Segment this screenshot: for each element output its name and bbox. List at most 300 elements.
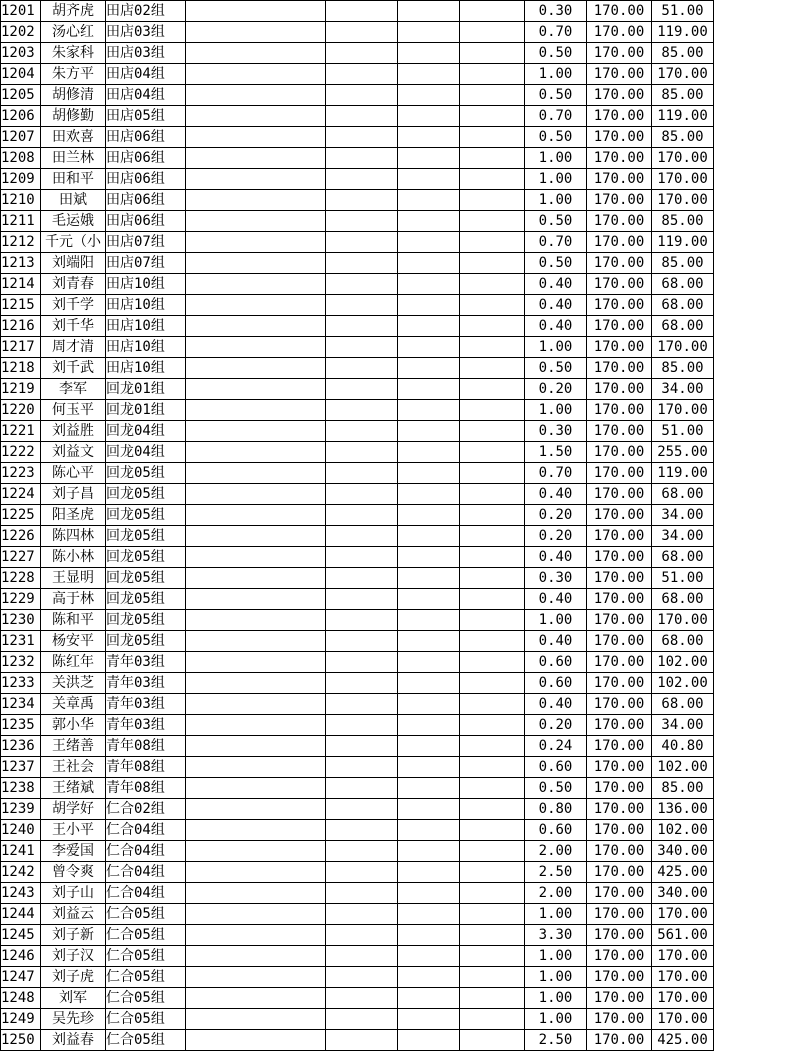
price-cell[interactable]: 170.00 [587,883,652,904]
name-cell[interactable]: 刘子昌 [41,484,106,505]
blank-cell[interactable] [326,22,398,43]
row-number-cell[interactable]: 1203 [1,43,41,64]
area-cell[interactable]: 1.00 [525,610,587,631]
blank-cell[interactable] [398,610,460,631]
name-cell[interactable]: 阳圣虎 [41,505,106,526]
area-cell[interactable]: 0.60 [525,673,587,694]
area-cell[interactable]: 2.50 [525,862,587,883]
amount-cell[interactable]: 170.00 [652,64,714,85]
blank-cell[interactable] [398,316,460,337]
area-cell[interactable]: 0.50 [525,778,587,799]
price-cell[interactable]: 170.00 [587,22,652,43]
blank-cell[interactable] [326,568,398,589]
amount-cell[interactable]: 425.00 [652,1030,714,1051]
blank-cell[interactable] [326,589,398,610]
price-cell[interactable]: 170.00 [587,463,652,484]
blank-cell[interactable] [398,442,460,463]
blank-cell[interactable] [326,778,398,799]
blank-cell[interactable] [460,652,525,673]
group-cell[interactable]: 回龙01组 [106,379,186,400]
blank-cell[interactable] [326,841,398,862]
row-number-cell[interactable]: 1238 [1,778,41,799]
blank-cell[interactable] [460,1009,525,1030]
blank-cell[interactable] [398,673,460,694]
area-cell[interactable]: 2.00 [525,883,587,904]
blank-cell[interactable] [460,736,525,757]
name-cell[interactable]: 刘益云 [41,904,106,925]
price-cell[interactable]: 170.00 [587,610,652,631]
blank-cell[interactable] [186,862,326,883]
group-cell[interactable]: 田店04组 [106,64,186,85]
blank-cell[interactable] [460,799,525,820]
name-cell[interactable]: 周才清 [41,337,106,358]
amount-cell[interactable]: 136.00 [652,799,714,820]
area-cell[interactable]: 1.00 [525,64,587,85]
price-cell[interactable]: 170.00 [587,484,652,505]
amount-cell[interactable]: 40.80 [652,736,714,757]
blank-cell[interactable] [326,988,398,1009]
name-cell[interactable]: 刘千华 [41,316,106,337]
name-cell[interactable]: 刘益胜 [41,421,106,442]
blank-cell[interactable] [326,400,398,421]
blank-cell[interactable] [326,1030,398,1051]
price-cell[interactable]: 170.00 [587,904,652,925]
blank-cell[interactable] [326,64,398,85]
blank-cell[interactable] [186,232,326,253]
price-cell[interactable]: 170.00 [587,736,652,757]
amount-cell[interactable]: 85.00 [652,253,714,274]
name-cell[interactable]: 曾令爽 [41,862,106,883]
group-cell[interactable]: 仁合05组 [106,988,186,1009]
price-cell[interactable]: 170.00 [587,106,652,127]
row-number-cell[interactable]: 1227 [1,547,41,568]
row-number-cell[interactable]: 1241 [1,841,41,862]
amount-cell[interactable]: 170.00 [652,988,714,1009]
blank-cell[interactable] [326,526,398,547]
price-cell[interactable]: 170.00 [587,988,652,1009]
row-number-cell[interactable]: 1216 [1,316,41,337]
row-number-cell[interactable]: 1201 [1,1,41,22]
blank-cell[interactable] [186,274,326,295]
price-cell[interactable]: 170.00 [587,841,652,862]
price-cell[interactable]: 170.00 [587,526,652,547]
area-cell[interactable]: 0.30 [525,1,587,22]
blank-cell[interactable] [186,589,326,610]
group-cell[interactable]: 仁合04组 [106,862,186,883]
blank-cell[interactable] [460,190,525,211]
blank-cell[interactable] [398,232,460,253]
row-number-cell[interactable]: 1244 [1,904,41,925]
amount-cell[interactable]: 85.00 [652,43,714,64]
area-cell[interactable]: 1.00 [525,988,587,1009]
name-cell[interactable]: 胡齐虎 [41,1,106,22]
blank-cell[interactable] [186,400,326,421]
name-cell[interactable]: 刘千学 [41,295,106,316]
row-number-cell[interactable]: 1237 [1,757,41,778]
area-cell[interactable]: 0.50 [525,211,587,232]
area-cell[interactable]: 0.80 [525,799,587,820]
group-cell[interactable]: 田店06组 [106,127,186,148]
amount-cell[interactable]: 119.00 [652,106,714,127]
amount-cell[interactable]: 68.00 [652,631,714,652]
amount-cell[interactable]: 170.00 [652,904,714,925]
price-cell[interactable]: 170.00 [587,232,652,253]
blank-cell[interactable] [460,967,525,988]
row-number-cell[interactable]: 1205 [1,85,41,106]
blank-cell[interactable] [460,337,525,358]
blank-cell[interactable] [186,379,326,400]
group-cell[interactable]: 回龙05组 [106,631,186,652]
name-cell[interactable]: 田和平 [41,169,106,190]
area-cell[interactable]: 0.40 [525,316,587,337]
blank-cell[interactable] [186,988,326,1009]
area-cell[interactable]: 1.00 [525,1009,587,1030]
blank-cell[interactable] [460,694,525,715]
blank-cell[interactable] [326,652,398,673]
blank-cell[interactable] [186,358,326,379]
price-cell[interactable]: 170.00 [587,967,652,988]
area-cell[interactable]: 0.40 [525,484,587,505]
row-number-cell[interactable]: 1248 [1,988,41,1009]
price-cell[interactable]: 170.00 [587,358,652,379]
group-cell[interactable]: 仁合05组 [106,925,186,946]
row-number-cell[interactable]: 1234 [1,694,41,715]
row-number-cell[interactable]: 1202 [1,22,41,43]
blank-cell[interactable] [186,904,326,925]
group-cell[interactable]: 仁合05组 [106,1009,186,1030]
blank-cell[interactable] [460,631,525,652]
blank-cell[interactable] [326,547,398,568]
blank-cell[interactable] [398,22,460,43]
name-cell[interactable]: 朱家科 [41,43,106,64]
blank-cell[interactable] [326,694,398,715]
blank-cell[interactable] [398,127,460,148]
blank-cell[interactable] [398,106,460,127]
row-number-cell[interactable]: 1210 [1,190,41,211]
blank-cell[interactable] [326,967,398,988]
blank-cell[interactable] [326,106,398,127]
blank-cell[interactable] [186,169,326,190]
blank-cell[interactable] [186,883,326,904]
group-cell[interactable]: 田店03组 [106,43,186,64]
amount-cell[interactable]: 255.00 [652,442,714,463]
blank-cell[interactable] [186,85,326,106]
group-cell[interactable]: 回龙05组 [106,505,186,526]
group-cell[interactable]: 田店10组 [106,358,186,379]
blank-cell[interactable] [186,925,326,946]
area-cell[interactable]: 1.00 [525,946,587,967]
blank-cell[interactable] [460,610,525,631]
area-cell[interactable]: 1.00 [525,904,587,925]
price-cell[interactable]: 170.00 [587,925,652,946]
blank-cell[interactable] [326,925,398,946]
blank-cell[interactable] [326,463,398,484]
blank-cell[interactable] [398,862,460,883]
blank-cell[interactable] [186,1030,326,1051]
blank-cell[interactable] [460,148,525,169]
blank-cell[interactable] [326,127,398,148]
blank-cell[interactable] [398,904,460,925]
row-number-cell[interactable]: 1219 [1,379,41,400]
price-cell[interactable]: 170.00 [587,757,652,778]
name-cell[interactable]: 胡修清 [41,85,106,106]
amount-cell[interactable]: 170.00 [652,337,714,358]
area-cell[interactable]: 0.70 [525,463,587,484]
row-number-cell[interactable]: 1209 [1,169,41,190]
area-cell[interactable]: 3.30 [525,925,587,946]
row-number-cell[interactable]: 1220 [1,400,41,421]
area-cell[interactable]: 2.50 [525,1030,587,1051]
name-cell[interactable]: 千元（小 [41,232,106,253]
price-cell[interactable]: 170.00 [587,148,652,169]
group-cell[interactable]: 田店06组 [106,211,186,232]
area-cell[interactable]: 0.50 [525,253,587,274]
blank-cell[interactable] [460,484,525,505]
blank-cell[interactable] [326,211,398,232]
blank-cell[interactable] [460,43,525,64]
blank-cell[interactable] [460,925,525,946]
price-cell[interactable]: 170.00 [587,652,652,673]
blank-cell[interactable] [186,778,326,799]
area-cell[interactable]: 1.00 [525,148,587,169]
price-cell[interactable]: 170.00 [587,715,652,736]
group-cell[interactable]: 回龙01组 [106,400,186,421]
blank-cell[interactable] [326,232,398,253]
area-cell[interactable]: 0.20 [525,379,587,400]
blank-cell[interactable] [326,169,398,190]
group-cell[interactable]: 回龙04组 [106,442,186,463]
blank-cell[interactable] [398,736,460,757]
blank-cell[interactable] [460,547,525,568]
name-cell[interactable]: 王社会 [41,757,106,778]
amount-cell[interactable]: 51.00 [652,421,714,442]
name-cell[interactable]: 杨安平 [41,631,106,652]
row-number-cell[interactable]: 1226 [1,526,41,547]
name-cell[interactable]: 汤心红 [41,22,106,43]
blank-cell[interactable] [398,757,460,778]
blank-cell[interactable] [398,946,460,967]
group-cell[interactable]: 田店06组 [106,190,186,211]
blank-cell[interactable] [326,820,398,841]
price-cell[interactable]: 170.00 [587,631,652,652]
blank-cell[interactable] [186,190,326,211]
blank-cell[interactable] [460,1,525,22]
row-number-cell[interactable]: 1225 [1,505,41,526]
group-cell[interactable]: 仁合04组 [106,820,186,841]
blank-cell[interactable] [460,568,525,589]
area-cell[interactable]: 1.00 [525,169,587,190]
name-cell[interactable]: 刘子虎 [41,967,106,988]
area-cell[interactable]: 1.00 [525,967,587,988]
amount-cell[interactable]: 170.00 [652,610,714,631]
name-cell[interactable]: 刘子汉 [41,946,106,967]
blank-cell[interactable] [460,988,525,1009]
blank-cell[interactable] [186,526,326,547]
amount-cell[interactable]: 34.00 [652,715,714,736]
area-cell[interactable]: 0.24 [525,736,587,757]
blank-cell[interactable] [398,463,460,484]
name-cell[interactable]: 关洪芝 [41,673,106,694]
row-number-cell[interactable]: 1229 [1,589,41,610]
blank-cell[interactable] [186,316,326,337]
row-number-cell[interactable]: 1221 [1,421,41,442]
blank-cell[interactable] [186,442,326,463]
row-number-cell[interactable]: 1207 [1,127,41,148]
price-cell[interactable]: 170.00 [587,547,652,568]
amount-cell[interactable]: 68.00 [652,589,714,610]
blank-cell[interactable] [460,589,525,610]
row-number-cell[interactable]: 1230 [1,610,41,631]
price-cell[interactable]: 170.00 [587,862,652,883]
blank-cell[interactable] [398,652,460,673]
amount-cell[interactable]: 102.00 [652,757,714,778]
blank-cell[interactable] [398,778,460,799]
group-cell[interactable]: 回龙05组 [106,547,186,568]
blank-cell[interactable] [186,1,326,22]
area-cell[interactable]: 0.50 [525,358,587,379]
blank-cell[interactable] [326,610,398,631]
blank-cell[interactable] [186,1009,326,1030]
blank-cell[interactable] [326,1,398,22]
blank-cell[interactable] [460,526,525,547]
blank-cell[interactable] [398,1009,460,1030]
name-cell[interactable]: 吴先珍 [41,1009,106,1030]
row-number-cell[interactable]: 1239 [1,799,41,820]
blank-cell[interactable] [398,820,460,841]
name-cell[interactable]: 刘益文 [41,442,106,463]
area-cell[interactable]: 1.00 [525,190,587,211]
group-cell[interactable]: 回龙04组 [106,421,186,442]
blank-cell[interactable] [326,505,398,526]
amount-cell[interactable]: 85.00 [652,778,714,799]
blank-cell[interactable] [398,526,460,547]
price-cell[interactable]: 170.00 [587,190,652,211]
blank-cell[interactable] [398,484,460,505]
blank-cell[interactable] [460,253,525,274]
group-cell[interactable]: 田店04组 [106,85,186,106]
amount-cell[interactable]: 119.00 [652,22,714,43]
amount-cell[interactable]: 102.00 [652,673,714,694]
amount-cell[interactable]: 170.00 [652,400,714,421]
row-number-cell[interactable]: 1208 [1,148,41,169]
blank-cell[interactable] [326,337,398,358]
row-number-cell[interactable]: 1218 [1,358,41,379]
amount-cell[interactable]: 51.00 [652,568,714,589]
area-cell[interactable]: 0.70 [525,22,587,43]
group-cell[interactable]: 田店10组 [106,316,186,337]
group-cell[interactable]: 仁合02组 [106,799,186,820]
group-cell[interactable]: 田店02组 [106,1,186,22]
blank-cell[interactable] [186,127,326,148]
area-cell[interactable]: 0.50 [525,43,587,64]
group-cell[interactable]: 青年03组 [106,652,186,673]
blank-cell[interactable] [398,694,460,715]
price-cell[interactable]: 170.00 [587,85,652,106]
blank-cell[interactable] [186,631,326,652]
blank-cell[interactable] [398,85,460,106]
price-cell[interactable]: 170.00 [587,1009,652,1030]
area-cell[interactable]: 0.50 [525,127,587,148]
area-cell[interactable]: 1.50 [525,442,587,463]
blank-cell[interactable] [186,43,326,64]
amount-cell[interactable]: 85.00 [652,211,714,232]
group-cell[interactable]: 青年08组 [106,778,186,799]
blank-cell[interactable] [460,1030,525,1051]
blank-cell[interactable] [460,64,525,85]
blank-cell[interactable] [326,148,398,169]
amount-cell[interactable]: 119.00 [652,463,714,484]
name-cell[interactable]: 陈红年 [41,652,106,673]
blank-cell[interactable] [460,715,525,736]
blank-cell[interactable] [326,295,398,316]
blank-cell[interactable] [326,757,398,778]
price-cell[interactable]: 170.00 [587,1030,652,1051]
name-cell[interactable]: 田欢喜 [41,127,106,148]
area-cell[interactable]: 0.40 [525,295,587,316]
amount-cell[interactable]: 102.00 [652,820,714,841]
amount-cell[interactable]: 561.00 [652,925,714,946]
price-cell[interactable]: 170.00 [587,337,652,358]
price-cell[interactable]: 170.00 [587,43,652,64]
row-number-cell[interactable]: 1243 [1,883,41,904]
price-cell[interactable]: 170.00 [587,820,652,841]
blank-cell[interactable] [460,316,525,337]
blank-cell[interactable] [460,463,525,484]
blank-cell[interactable] [398,64,460,85]
blank-cell[interactable] [398,1,460,22]
price-cell[interactable]: 170.00 [587,211,652,232]
area-cell[interactable]: 0.60 [525,757,587,778]
blank-cell[interactable] [186,337,326,358]
area-cell[interactable]: 0.40 [525,274,587,295]
blank-cell[interactable] [326,358,398,379]
blank-cell[interactable] [460,274,525,295]
blank-cell[interactable] [460,883,525,904]
row-number-cell[interactable]: 1231 [1,631,41,652]
blank-cell[interactable] [398,148,460,169]
amount-cell[interactable]: 34.00 [652,379,714,400]
blank-cell[interactable] [326,799,398,820]
price-cell[interactable]: 170.00 [587,505,652,526]
area-cell[interactable]: 0.60 [525,652,587,673]
amount-cell[interactable]: 85.00 [652,127,714,148]
price-cell[interactable]: 170.00 [587,127,652,148]
group-cell[interactable]: 田店07组 [106,253,186,274]
amount-cell[interactable]: 425.00 [652,862,714,883]
blank-cell[interactable] [398,295,460,316]
area-cell[interactable]: 1.00 [525,337,587,358]
amount-cell[interactable]: 119.00 [652,232,714,253]
group-cell[interactable]: 田店03组 [106,22,186,43]
blank-cell[interactable] [186,22,326,43]
row-number-cell[interactable]: 1213 [1,253,41,274]
row-number-cell[interactable]: 1247 [1,967,41,988]
blank-cell[interactable] [186,715,326,736]
blank-cell[interactable] [186,148,326,169]
group-cell[interactable]: 回龙05组 [106,610,186,631]
group-cell[interactable]: 回龙05组 [106,526,186,547]
name-cell[interactable]: 陈心平 [41,463,106,484]
amount-cell[interactable]: 51.00 [652,1,714,22]
name-cell[interactable]: 王绪善 [41,736,106,757]
name-cell[interactable]: 高于林 [41,589,106,610]
blank-cell[interactable] [186,295,326,316]
blank-cell[interactable] [186,505,326,526]
price-cell[interactable]: 170.00 [587,379,652,400]
name-cell[interactable]: 陈和平 [41,610,106,631]
blank-cell[interactable] [398,547,460,568]
price-cell[interactable]: 170.00 [587,274,652,295]
